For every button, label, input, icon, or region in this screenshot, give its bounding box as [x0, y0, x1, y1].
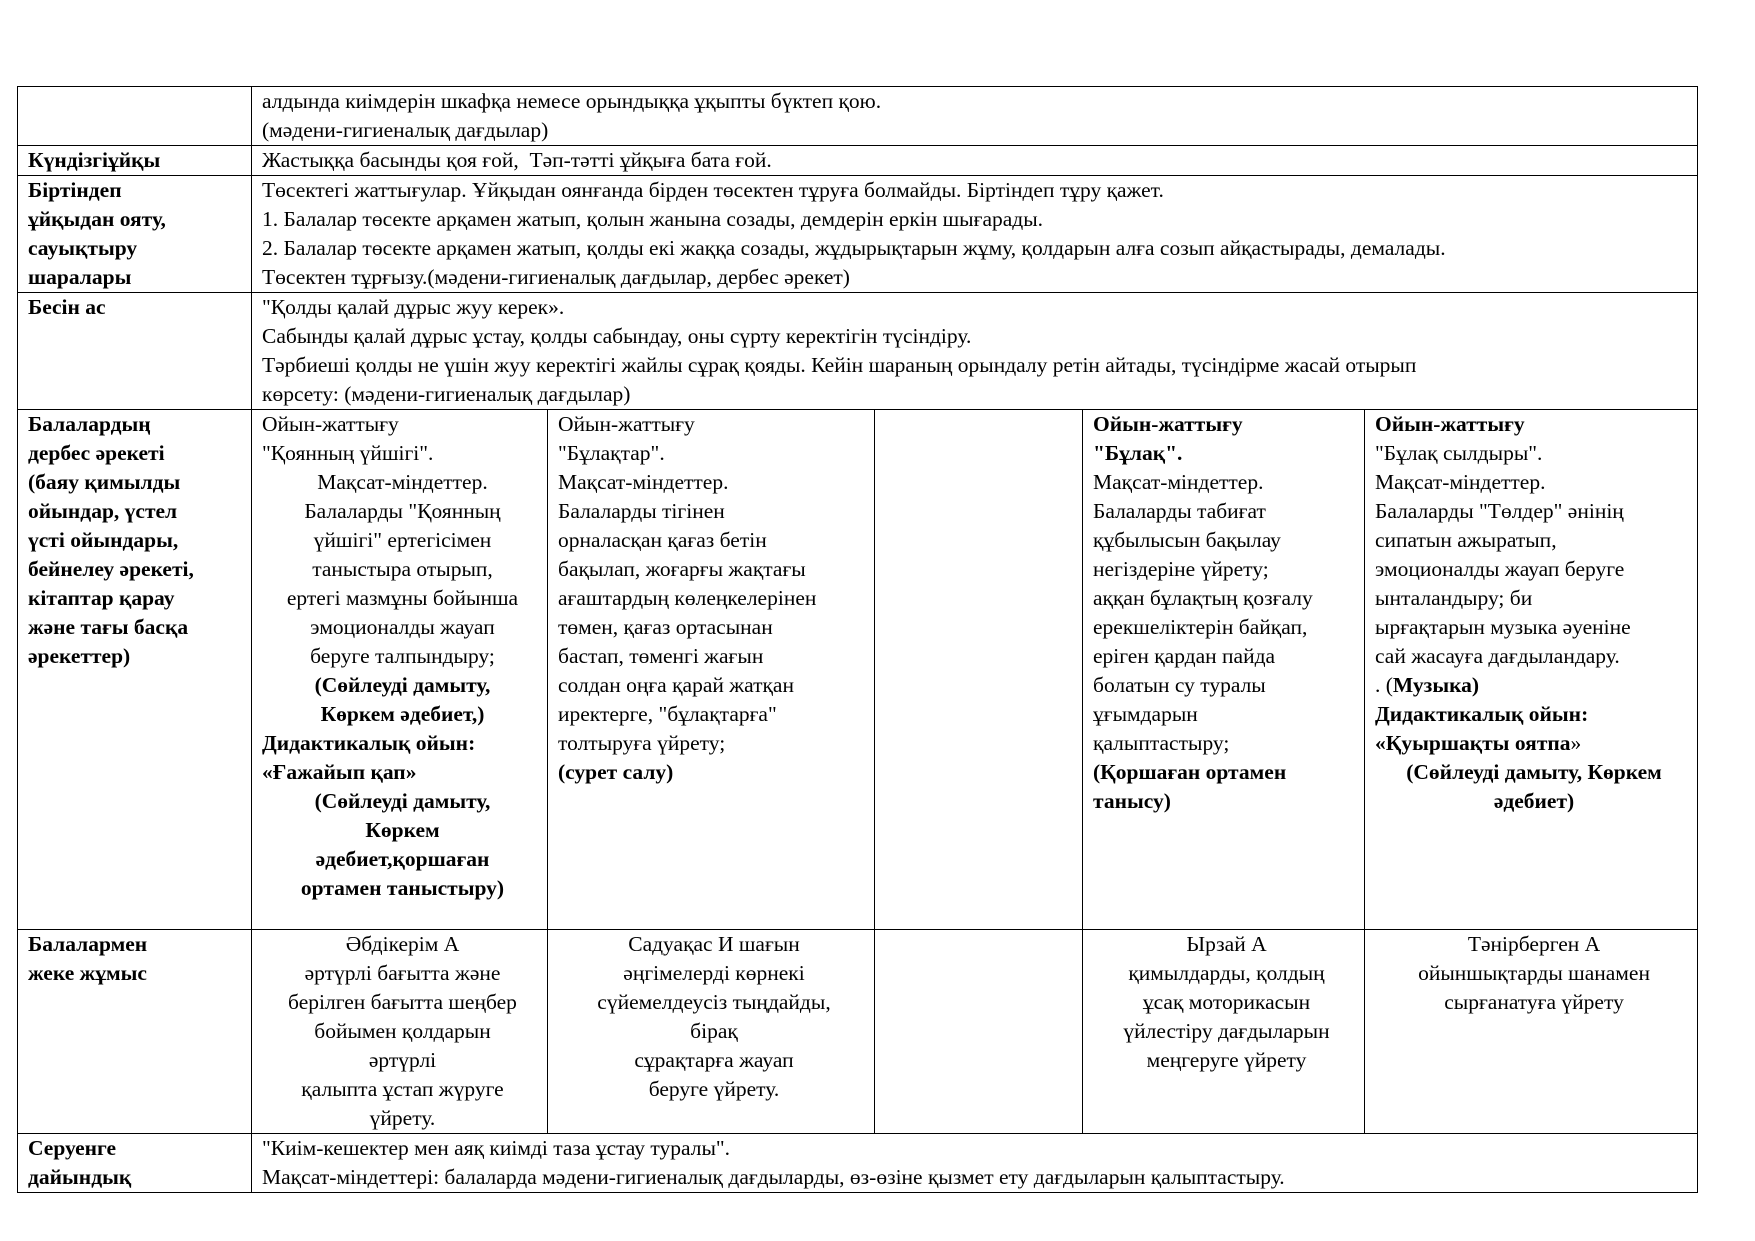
text-line: болатын су туралы [1093, 673, 1266, 697]
label-line: Біртіндеп [28, 178, 122, 202]
text-line: төмен, қағаз ортасынан [558, 615, 773, 639]
text-line: сырғанатуға үйрету [1444, 990, 1624, 1014]
text-line: беруге үйрету. [648, 1077, 780, 1101]
text-line: әртүрлі [368, 1048, 437, 1072]
daily-plan-page [17, 86, 1697, 1193]
text-line: бірақ [690, 1019, 738, 1043]
label-line: Балалардың [28, 412, 151, 436]
text-line: алдында киімдерін шкафқа немесе орындыққа ұқыпты бүктеп қою. [262, 89, 882, 113]
text-line: Мақсат-міндеттер. [1375, 470, 1546, 494]
text-line: "Қолды қалай дұрыс жуу керек». [262, 295, 565, 319]
text-line: эмоционалды жауап беруге [1375, 557, 1625, 581]
label-line: ұйқыдан ояту, [28, 207, 166, 231]
text-line: (Сөйлеуді дамыту, [314, 673, 491, 697]
row-content-dressing [252, 87, 1698, 146]
text-line: (Қоршаған ортамен [1093, 760, 1287, 784]
row-label-daytime-sleep: Күндізгіұйқы [18, 146, 252, 176]
daily-plan-table [17, 86, 1698, 1193]
text-line: ортамен таныстыру) [300, 876, 505, 900]
text-line [1375, 729, 1693, 758]
text-line: бастап, төменгі жағын [558, 644, 764, 668]
label-line: жеке жұмыс [28, 961, 147, 985]
text-line: орналасқан қағаз бетін [558, 528, 767, 552]
text-fragment: . ( [1375, 673, 1393, 697]
text-line: ерекшеліктерін байқап, [1093, 615, 1308, 639]
text-line: әңгімелерді көрнекі [623, 961, 805, 985]
label-line: (баяу қимылды [28, 470, 181, 494]
activity-cell-friday [1365, 410, 1698, 930]
text-line: "Бұлақ сылдыры". [1375, 441, 1543, 465]
text-line: Төсектегі жаттығулар. Ұйқыдан оянғанда бірден төсектен тұруға болмайды. Біртіндеп тұру қажет. [262, 178, 1164, 202]
text-line: 2. Балалар төсекте арқамен жатып, қолды екі жаққа созады, жұдырықтарын жұму, қолдарын алға созып айқастырады, демалады. [262, 236, 1446, 260]
text-line: Мақсат-міндеттер. [317, 470, 488, 494]
text-line: сұрақтарға жауап [634, 1048, 794, 1072]
table-row [18, 146, 1698, 176]
label-line: Балалармен [28, 932, 148, 956]
text-fragment: » [1570, 731, 1582, 755]
label-line: шаралары [28, 265, 132, 289]
text-line: солдан оңға қарай жатқан [558, 673, 794, 697]
label-line: дайындық [28, 1165, 132, 1189]
text-line: "Қоянның үйшігі". [262, 441, 434, 465]
text-line: Көркем [365, 818, 440, 842]
text-line: Балаларды тігінен [558, 499, 725, 523]
text-line: әдебиет) [1493, 789, 1575, 813]
text-line: үйлестіру дағдыларын [1123, 1019, 1330, 1043]
text-line: (Сөйлеуді дамыту, [314, 789, 491, 813]
individual-cell-thursday [1083, 930, 1365, 1134]
text-line: Көркем әдебиет,) [320, 702, 485, 726]
table-row [18, 410, 1698, 930]
table-row [18, 176, 1698, 293]
text-line: Тәрбиеші қолды не үшін жуу керектігі жайлы сұрақ қояды. Кейін шараның орындалу ретін айтады, түсіндірме жасай отырып [262, 353, 1417, 377]
label-line: Серуенге [28, 1136, 117, 1160]
text-line: ағаштардың көлеңкелерінен [558, 586, 817, 610]
text-line: Ойын-жаттығу [1375, 412, 1525, 436]
row-content-gradual-waking [252, 176, 1698, 293]
text-line [1375, 671, 1693, 700]
table-row [18, 293, 1698, 410]
row-label-empty [18, 87, 252, 146]
text-line: Балаларды "Қоянның [304, 499, 501, 523]
text-line: (мәдени-гигиеналық дағдылар) [262, 118, 549, 142]
label-line: кітаптар қарау [28, 586, 175, 610]
label-line: және тағы басқа [28, 615, 189, 639]
text-fragment: «Қуыршақты оятпа [1375, 731, 1571, 755]
text-line: Садуақас И шағын [628, 932, 800, 956]
row-label-walk-preparation [18, 1134, 252, 1193]
text-line: 1. Балалар төсекте арқамен жатып, қолын жанына созады, демдерін еркін шығарады. [262, 207, 1044, 231]
text-line: Ырзай А [1186, 932, 1267, 956]
text-line: Ойын-жаттығу [558, 412, 695, 436]
row-content-walk-preparation [252, 1134, 1698, 1193]
text-line: ойыншықтарды шанамен [1418, 961, 1650, 985]
text-line: "Бұлақ". [1093, 441, 1183, 465]
text-line: көрсету: (мәдени-гигиеналық дағдылар) [262, 382, 631, 406]
text-line: Ойын-жаттығу [262, 412, 399, 436]
text-line: Мақсат-міндеттер. [1093, 470, 1264, 494]
text-line: Балаларды табиғат [1093, 499, 1266, 523]
text-line: Мақсат-міндеттері: балаларда мәдени-гигиеналық дағдыларды, өз-өзіне қызмет ету дағдыларын қалыптастыру. [262, 1165, 1285, 1189]
text-line: Жастыққа басынды қоя ғой, Тәп-тәтті ұйқыға бата ғой. [262, 148, 772, 172]
text-line: Балаларды "Төлдер" әнінің [1375, 499, 1624, 523]
text-line: қалыптастыру; [1093, 731, 1230, 755]
text-line: эмоционалды жауап [310, 615, 495, 639]
text-line: ертегі мазмұны бойынша [286, 586, 519, 610]
text-line: Тәнірберген А [1467, 932, 1601, 956]
text-line: ынталандыру; би [1375, 586, 1533, 610]
text-line: сипатын ажыратып, [1375, 528, 1557, 552]
label-line: ойындар, үстел [28, 499, 178, 523]
text-line: бақылап, жоғарғы жақтағы [558, 557, 806, 581]
text-line: үйшігі" ертегісімен [313, 528, 492, 552]
text-line: Төсектен тұрғызу.(мәдени-гигиеналық дағдылар, дербес әрекет) [262, 265, 850, 289]
row-label-afternoon-snack: Бесін ас [18, 293, 252, 410]
row-label-gradual-waking [18, 176, 252, 293]
table-row [18, 930, 1698, 1134]
text-line: әдебиет,қоршаған [315, 847, 490, 871]
activity-cell-tuesday [548, 410, 875, 930]
label-line: үсті ойындары, [28, 528, 179, 552]
table-row [18, 1134, 1698, 1193]
text-line: иректерге, "бұлақтарға" [558, 702, 777, 726]
row-content-afternoon-snack [252, 293, 1698, 410]
row-label-independent-activity [18, 410, 252, 930]
label-line: әрекеттер) [28, 644, 131, 668]
text-line: Мақсат-міндеттер. [558, 470, 729, 494]
text-line: меңгеруге үйрету [1146, 1048, 1307, 1072]
text-line: толтыруға үйрету; [558, 731, 726, 755]
text-line: (Сөйлеуді дамыту, Көркем [1406, 760, 1662, 784]
text-line: беруге талпындыру; [310, 644, 495, 668]
text-line: "Киім-кешектер мен аяқ киімді таза ұстау туралы". [262, 1136, 731, 1160]
text-line: (сурет салу) [558, 760, 674, 784]
label-line: сауықтыру [28, 236, 138, 260]
text-line: Әбдікерім А [345, 932, 460, 956]
text-line: құбылысын бақылау [1093, 528, 1281, 552]
text-line: "Бұлақтар". [558, 441, 665, 465]
text-line: ұғымдарын [1093, 702, 1198, 726]
activity-cell-monday [252, 410, 548, 930]
text-line: қимылдарды, қолдың [1128, 961, 1325, 985]
individual-cell-friday [1365, 930, 1698, 1134]
text-line: сүйемелдеусіз тыңдайды, [597, 990, 831, 1014]
label-line: бейнелеу әрекеті, [28, 557, 194, 581]
text-line: Сабынды қалай дұрыс ұстау, қолды сабындау, оны сүрту керектігін түсіндіру. [262, 324, 972, 348]
text-line: ұсақ моторикасын [1142, 990, 1311, 1014]
text-line: таныстыра отырып, [312, 557, 493, 581]
activity-cell-wednesday-empty [875, 410, 1083, 930]
individual-cell-wednesday-empty [875, 930, 1083, 1134]
text-line: үйрету. [369, 1106, 436, 1130]
text-fragment: Музыка) [1392, 673, 1480, 697]
label-line: дербес әрекеті [28, 441, 165, 465]
individual-cell-tuesday [548, 930, 875, 1134]
text-line: негіздеріне үйрету; [1093, 557, 1269, 581]
table-row [18, 87, 1698, 146]
text-line: Ойын-жаттығу [1093, 412, 1243, 436]
text-line: танысу) [1093, 789, 1171, 813]
row-content-daytime-sleep [252, 146, 1698, 176]
activity-cell-thursday [1083, 410, 1365, 930]
row-label-individual-work [18, 930, 252, 1134]
text-line: «Ғажайып қап» [262, 760, 417, 784]
text-line: ырғақтарын музыка әуеніне [1375, 615, 1631, 639]
text-line: аққан бұлақтың қозғалу [1093, 586, 1313, 610]
text-line: бойымен қолдарын [314, 1019, 491, 1043]
text-line: еріген қардан пайда [1093, 644, 1276, 668]
text-line: Дидактикалық ойын: [1375, 702, 1589, 726]
text-line: Дидактикалық ойын: [262, 731, 476, 755]
text-line: қалыпта ұстап жүруге [301, 1077, 504, 1101]
text-line: сай жасауға дағдыландару. [1375, 644, 1620, 668]
text-line: әртүрлі бағытта және [304, 961, 501, 985]
text-line: берілген бағытта шеңбер [288, 990, 517, 1014]
individual-cell-monday [252, 930, 548, 1134]
